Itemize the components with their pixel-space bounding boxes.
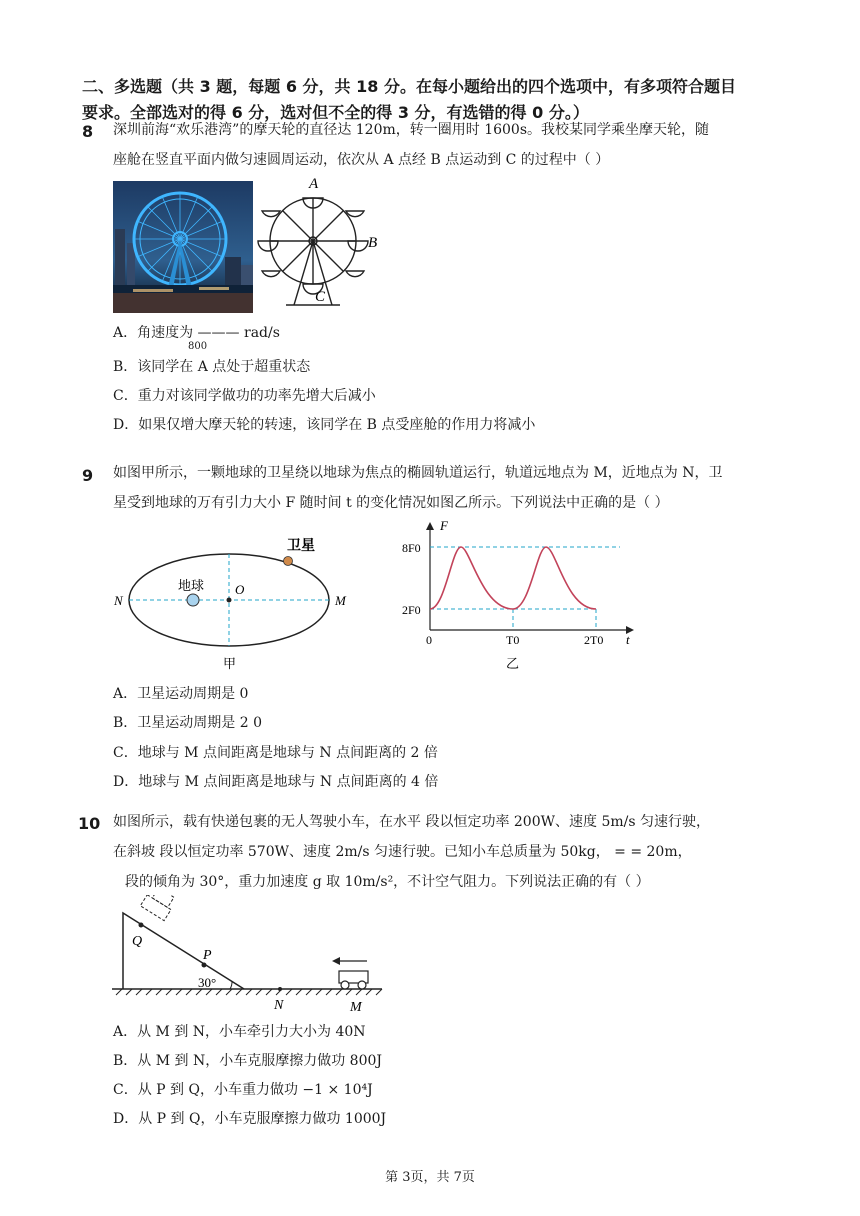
question-8-stem [113,115,763,175]
orbit-diagram-graphic [105,530,365,672]
question-8-option-d: D．如果仅增大摩天轮的转速，该同学在 B 点受座舱的作用力将减小 [113,417,536,433]
question-9-option-a: A．卫星运动周期是 0 [113,686,249,702]
point-a-label: A [309,176,319,192]
question-9-option-b: B．卫星运动周期是 2 0 [113,715,263,731]
point-b-label: B [368,235,378,251]
question-10-stem-line2: 在斜坡 段以恒定功率 570W、速度 2m/s 匀速行驶。已知小车总质量为 50kg， = = 20m， [113,844,692,860]
t-axis-label: t [626,632,630,647]
question-10-stem-line3: 段的倾角为 30°，重力加速度 g 取 10m/s²，不计空气阻力。下列说法正确的有（ ） [125,874,650,890]
earth-label: 地球 [178,578,205,593]
ferris-wheel-diagram-graphic [256,175,386,313]
point-n-label: N [114,593,123,608]
question-9-stem-line1: 如图甲所示，一颗地球的卫星绕以地球为焦点的椭圆轨道运行，轨道远地点为 M，近地点为 N，卫 [113,465,723,481]
force-time-graph-graphic [400,518,640,678]
question-10-option-a: A．从 M 到 N，小车牵引力大小为 40N [113,1024,366,1040]
force-time-graph-yi [400,518,640,678]
figure-yi-caption: 乙 [506,656,520,671]
ferris-wheel-diagram [256,175,386,313]
question-10-stem [113,807,773,897]
question-10-option-b: B．从 M 到 N，小车克服摩擦力做功 800J [113,1053,383,1069]
page-footer: 第 3页，共 7页 [385,1170,475,1185]
figure-jia-caption: 甲 [223,656,237,671]
y-tick-8f0: 8F0 [402,541,421,555]
origin-label: 0 [426,633,432,647]
point-c-label: C [315,289,326,305]
question-9-stem-line2: 星受到地球的万有引力大小 F 随时间 t 的变化情况如图乙所示。下列说法中正确的是（ ） [113,495,669,511]
question-8-option-b: B．该同学在 A 点处于超重状态 [113,359,311,375]
point-m-label: M [350,1000,362,1015]
question-8-stem-line1: 深圳前海“欢乐港湾”的摩天轮的直径达 120m，转一圈用时 1600s。我校某同学乘坐摩天轮，随 [113,122,710,138]
question-8-option-a: A．角速度为 ——— rad/s [113,325,280,341]
question-8-number: 8 [82,122,94,141]
ferris-wheel-photo [113,181,253,313]
section-heading-line2: 要求。全部选对的得 6 分，选对但不全的得 3 分，有选错的得 0 分。） [82,103,589,122]
orbit-diagram-jia [105,530,365,672]
satellite-marker [284,557,293,566]
point-p-label: P [203,948,212,963]
point-n-label: N [274,998,284,1013]
incline-angle-label: 30° [198,975,217,990]
question-10-number: 10 [78,814,101,833]
center-o-label: O [235,582,245,597]
incline-cart-diagram [110,895,390,1015]
question-9-number: 9 [82,466,94,485]
y-tick-2f0: 2F0 [402,603,421,617]
ferris-wheel-photo-graphic [113,181,253,313]
question-10-option-d: D．从 P 到 Q，小车克服摩擦力做功 1000J [113,1111,387,1127]
question-9-option-d: D．地球与 M 点间距离是地球与 N 点间距离的 4 倍 [113,774,439,790]
question-8-option-c: C．重力对该同学做功的功率先增大后减小 [113,388,376,404]
question-10-option-c: C．从 P 到 Q，小车重力做功 −1 × 10⁴J [113,1082,373,1098]
x-tick-t0: T0 [506,633,520,647]
section-heading-line1: 二、多选题（共 3 题，每题 6 分，共 18 分。在每小题给出的四个选项中，有多项符合题目 [82,77,736,96]
point-m-label: M [335,593,346,608]
x-tick-2t0: 2T0 [584,633,604,647]
question-10-stem-line1: 如图所示，载有快递包裹的无人驾驶小车，在水平 段以恒定功率 200W、速度 5m/s 匀速行驶， [113,814,710,830]
force-curve [430,547,596,609]
f-axis-label: F [440,518,448,533]
earth-marker [187,594,199,606]
question-9-option-c: C．地球与 M 点间距离是地球与 N 点间距离的 2 倍 [113,745,438,761]
point-q-label: Q [132,934,143,949]
question-9-stem [113,458,763,518]
question-8-stem-line2: 座舱在竖直平面内做匀速圆周运动，依次从 A 点经 B 点运动到 C 的过程中（ ） [113,152,610,168]
question-8-option-a-denominator: 800 [188,341,208,352]
satellite-label: 卫星 [287,539,315,554]
incline-cart-graphic [110,895,390,1015]
